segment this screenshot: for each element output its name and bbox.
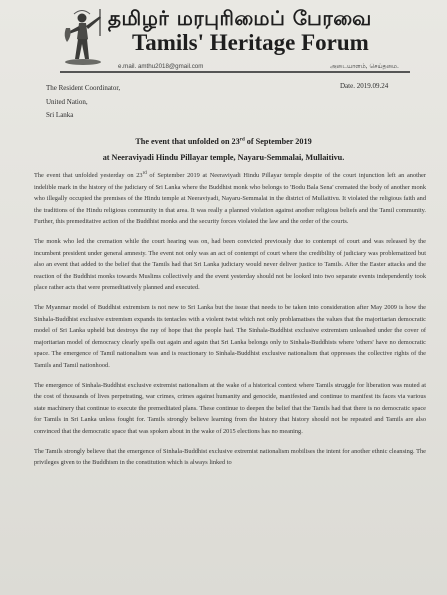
body-paragraph: The Tamils strongly believe that the emergence of Sinhala-Buddhist exclusive extremist nationalism mobilises the intent for another ethnic cleansing. The privileges given to the Buddhism in the constitution which is always linked to bbox=[34, 447, 426, 467]
letter-date: Date. 2019.09.24 bbox=[340, 82, 389, 90]
paragraph-text: The event that unfolded yesterday on 23 bbox=[34, 172, 143, 180]
letterhead-english-title: Tamils' Heritage Forum bbox=[132, 30, 369, 55]
body-paragraph: The Myanmar model of Buddhist extremism is not new to Sri Lanka but the issue that needs to be taken into consideration after May 2009 is how the Sinhala-Buddhist exclusive extremism expands its tentacles with a violent twist which not only problamatises the values that the majoritarian democratic model of Sri Lanka upheld but destroys the ray of hope that the people had. The Sinhala-Buddhist exclusive extremism unleashed under the cover of majoritarian model of democracy clearly spells out again and again that Sri Lanka belongs only to Sinhala-Buddhists where 'others' have no democratic space. The emergence of Tamil nationalism was and is reactionary to Sinhala-Buddhist exclusive nationalism that oppresses the collective rights of the Tamils and Tamil nationhood. bbox=[34, 304, 426, 370]
title-text: The event that unfolded on 23 bbox=[135, 137, 240, 146]
body-paragraph: The emergence of Sinhala-Buddhist exclusive extremist nationalism at the wake of a historical context where Tamils struggle for liberation was muted at the cost of thousands of lives perpetrating, war crimes, crimes against humanity and genocide, manifested and continue to manifest its faces via various state machinery that continue to execute the premeditated plans. These continue to deepen the belief that the Tamils had that there is no democratic space for Tamils in Sri Lanka unless fought for. Tamils strongly believe learning from the history that history should not be repeated and Tamils are also convinced that the democratic space that was spoken about in the wake of 2015 elections has no meaning. bbox=[34, 381, 426, 435]
body-paragraph bbox=[34, 168, 426, 228]
paragraph-superscript: rd bbox=[142, 171, 147, 176]
letterhead-divider bbox=[60, 71, 410, 73]
recipient-line: United Nation, bbox=[46, 97, 88, 106]
warrior-emblem-icon bbox=[60, 6, 106, 66]
letter-title-line-1 bbox=[0, 137, 447, 146]
body-paragraph: The monk who led the cremation while the court hearing was on, had been convicted previously due to contempt of court and was released by the incumbent president under general amnesty. The event not only was an act of contempt of court where the credibility of judiciary was problematized but also an event that added to the belief that the Tamils had that Sri Lanka judiciary would never deliver justice to Tamils. After the Easter attacks and the reaction of the Buddhist monks towards Muslims collectively and the event yesterday should not be looked into two separate events independently took place rather acts that were premeditatively planned and executed. bbox=[34, 238, 426, 292]
letterhead-tamil-tagline: அடையாளம், செய்தமை. bbox=[330, 63, 399, 70]
letterhead-tamil-title: தமிழர் மரபுரிமைப் பேரவை bbox=[108, 6, 372, 30]
letterhead bbox=[0, 0, 447, 76]
paragraph-text: of September 2019 at Neeraviyadi Hindu Pillayar temple despite of the court injunction left an another indelible mark in the history of the judiciary of Sri Lanka where the Buddhist monk who belongs to 'Bodu Bala Sena' cremated the body of another monk who illegally occupied the premises of the Hindu temple at Neeraviyadi, Nayaru-Semmalai in the district of Mullaitivu. It violated the religious faith and the traditions of the Hindu religious community in that area. It was really a planned violation against another religious beliefs and the Tamil community. Further, this premeditative action of the Buddhist monks and the security forces violated the law and the order of the courts. bbox=[34, 172, 426, 226]
recipient-line: Sri Lanka bbox=[46, 111, 74, 119]
title-superscript: rd bbox=[239, 137, 245, 143]
recipient-line: The Resident Coordinator, bbox=[46, 84, 121, 92]
letterhead-email: e.mail. amthu2018@gmail.com bbox=[118, 63, 204, 70]
title-text: of September 2019 bbox=[244, 137, 312, 146]
recipient-address bbox=[46, 82, 120, 123]
letter-body bbox=[34, 168, 426, 477]
letter-title-line-2: at Neeraviyadi Hindu Pillayar temple, Nayaru-Semmalai, Mullaitivu. bbox=[102, 153, 345, 162]
